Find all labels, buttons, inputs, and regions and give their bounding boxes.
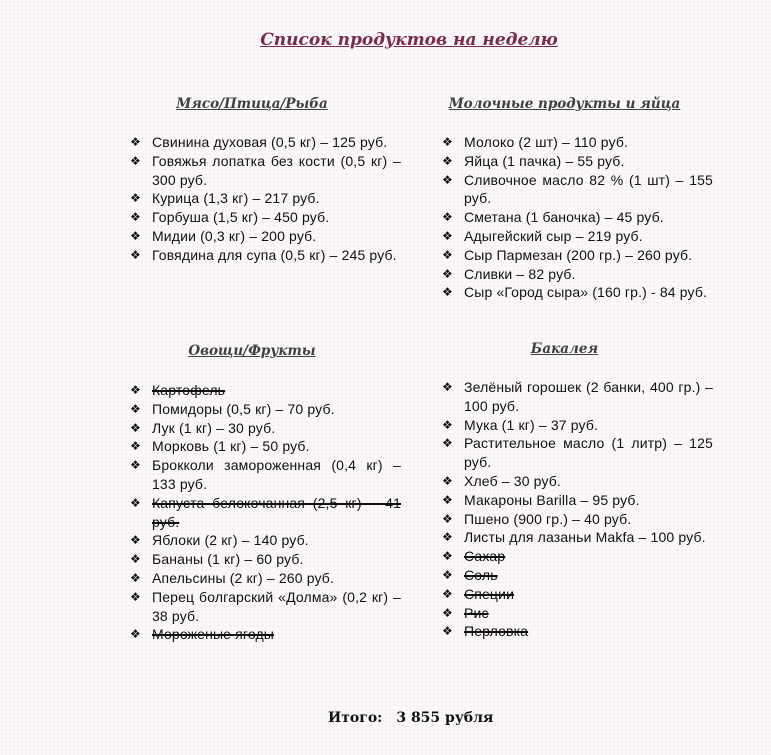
list-item-text: Перловка bbox=[464, 623, 529, 640]
list-item-text: Перец болгарский «Долма» (0,2 кг) – 38 руб. bbox=[152, 588, 401, 624]
list-item bbox=[130, 494, 401, 532]
diamond-bullet-icon: ❖ bbox=[442, 135, 453, 149]
diamond-bullet-icon: ❖ bbox=[442, 492, 453, 507]
list-item-text: Сливки – 82 руб. bbox=[464, 265, 576, 282]
list-grocery bbox=[442, 378, 713, 641]
list-item-text: Сыр «Город сыра» (160 гр.) - 84 руб. bbox=[464, 284, 708, 301]
list-item bbox=[130, 550, 401, 569]
diamond-bullet-icon: ❖ bbox=[442, 380, 453, 394]
list-item-text: Бананы (1 кг) – 60 руб. bbox=[152, 551, 304, 568]
total-label: Итого: bbox=[328, 710, 383, 726]
list-item bbox=[130, 419, 401, 438]
diamond-bullet-icon: ❖ bbox=[130, 247, 141, 262]
list-item bbox=[442, 246, 713, 265]
diamond-bullet-icon: ❖ bbox=[130, 153, 141, 168]
list-item bbox=[442, 472, 713, 491]
total-value: 3 855 рубля bbox=[396, 710, 494, 726]
list-item bbox=[130, 437, 401, 456]
diamond-bullet-icon: ❖ bbox=[442, 247, 453, 262]
diamond-bullet-icon: ❖ bbox=[442, 605, 453, 620]
list-item-text: Рис bbox=[464, 604, 489, 621]
list-item-text: Говядина для супа (0,5 кг) – 245 руб. bbox=[152, 246, 397, 263]
diamond-bullet-icon: ❖ bbox=[130, 383, 141, 397]
list-item bbox=[442, 622, 713, 641]
diamond-bullet-icon: ❖ bbox=[442, 228, 453, 243]
list-item-text: Молоко (2 шт) – 110 руб. bbox=[464, 134, 629, 150]
list-item bbox=[442, 227, 713, 246]
list-item-text: Пшено (900 гр.) – 40 руб. bbox=[464, 510, 632, 527]
diamond-bullet-icon: ❖ bbox=[442, 153, 453, 168]
list-item bbox=[130, 246, 401, 265]
list-item bbox=[130, 569, 401, 588]
list-item-text: Свинина духовая (0,5 кг) – 125 руб. bbox=[152, 134, 388, 150]
list-item bbox=[442, 152, 713, 171]
list-item bbox=[442, 265, 713, 284]
section-title-meat: Мясо/Птица/Рыба bbox=[176, 96, 328, 112]
list-item bbox=[442, 378, 713, 416]
diamond-bullet-icon: ❖ bbox=[442, 417, 453, 432]
list-item bbox=[442, 208, 713, 227]
list-item bbox=[442, 585, 713, 604]
list-item bbox=[442, 491, 713, 510]
list-item-text: Морковь (1 кг) – 50 руб. bbox=[152, 438, 310, 455]
diamond-bullet-icon: ❖ bbox=[130, 589, 141, 604]
diamond-bullet-icon: ❖ bbox=[442, 567, 453, 582]
list-dairy bbox=[442, 133, 713, 302]
list-item bbox=[130, 588, 401, 626]
list-item bbox=[442, 510, 713, 529]
section-title-dairy: Молочные продукты и яйца bbox=[448, 96, 681, 112]
diamond-bullet-icon: ❖ bbox=[130, 627, 141, 642]
list-item bbox=[130, 133, 401, 152]
list-item-text: Говяжья лопатка без кости (0,5 кг) – 300 руб. bbox=[152, 152, 401, 188]
diamond-bullet-icon: ❖ bbox=[130, 401, 141, 416]
list-item-text: Сливочное масло 82 % (1 шт) – 155 руб. bbox=[464, 171, 713, 207]
list-item bbox=[130, 625, 401, 644]
page-title: Список продуктов на неделю bbox=[260, 30, 558, 50]
list-item-text: Сметана (1 баночка) – 45 руб. bbox=[464, 209, 664, 226]
diamond-bullet-icon: ❖ bbox=[130, 533, 141, 548]
list-meat bbox=[130, 133, 401, 265]
list-item bbox=[130, 208, 401, 227]
list-item-text: Растительное масло (1 литр) – 125 руб. bbox=[464, 435, 713, 471]
list-item bbox=[130, 152, 401, 190]
diamond-bullet-icon: ❖ bbox=[130, 420, 141, 435]
list-item bbox=[442, 133, 713, 152]
list-item bbox=[442, 283, 713, 302]
list-item-text: Сахар bbox=[464, 548, 506, 565]
list-item bbox=[442, 171, 713, 209]
diamond-bullet-icon: ❖ bbox=[130, 439, 141, 454]
total-line bbox=[328, 710, 493, 726]
list-item bbox=[130, 189, 401, 208]
diamond-bullet-icon: ❖ bbox=[130, 552, 141, 567]
diamond-bullet-icon: ❖ bbox=[130, 495, 141, 510]
list-item-text: Листы для лазаньи Makfa – 100 руб. bbox=[464, 529, 706, 546]
list-item-text: Специи bbox=[464, 585, 515, 602]
diamond-bullet-icon: ❖ bbox=[130, 191, 141, 206]
diamond-bullet-icon: ❖ bbox=[442, 586, 453, 601]
diamond-bullet-icon: ❖ bbox=[130, 570, 141, 585]
list-item-text: Мидии (0,3 кг) – 200 руб. bbox=[152, 227, 317, 244]
diamond-bullet-icon: ❖ bbox=[442, 436, 453, 451]
list-item bbox=[442, 528, 713, 547]
list-item-text: Хлеб – 30 руб. bbox=[464, 472, 561, 489]
list-produce bbox=[130, 381, 401, 644]
diamond-bullet-icon: ❖ bbox=[442, 549, 453, 564]
list-item-text: Капуста белокочанная (2,5 кг) – 41 руб. bbox=[152, 494, 401, 530]
diamond-bullet-icon: ❖ bbox=[442, 530, 453, 545]
list-item bbox=[130, 381, 401, 400]
diamond-bullet-icon: ❖ bbox=[442, 511, 453, 526]
list-item-text: Соль bbox=[464, 566, 498, 583]
list-item-text: Горбуша (1,5 кг) – 450 руб. bbox=[152, 209, 330, 226]
list-item bbox=[130, 227, 401, 246]
list-item-text: Зелёный горошек (2 банки, 400 гр.) – 100 руб. bbox=[464, 379, 713, 414]
list-item bbox=[442, 547, 713, 566]
list-item-text: Адыгейский сыр – 219 руб. bbox=[464, 227, 643, 244]
section-title-produce: Овощи/Фрукты bbox=[188, 343, 316, 359]
diamond-bullet-icon: ❖ bbox=[442, 624, 453, 639]
list-item bbox=[130, 456, 401, 494]
list-item bbox=[442, 434, 713, 472]
diamond-bullet-icon: ❖ bbox=[442, 210, 453, 225]
list-item bbox=[130, 531, 401, 550]
list-item-text: Макароны Barilla – 95 руб. bbox=[464, 491, 640, 508]
section-title-grocery: Бакалея bbox=[530, 341, 599, 357]
diamond-bullet-icon: ❖ bbox=[442, 285, 453, 300]
list-item-text: Брокколи замороженная (0,4 кг) – 133 руб. bbox=[152, 457, 401, 492]
list-item-text: Апельсины (2 кг) – 260 руб. bbox=[152, 569, 334, 586]
list-item-text: Мука (1 кг) – 37 руб. bbox=[464, 416, 599, 433]
diamond-bullet-icon: ❖ bbox=[130, 210, 141, 225]
list-item-text: Яблоки (2 кг) – 140 руб. bbox=[152, 532, 309, 549]
list-item-text: Мороженые ягоды bbox=[152, 626, 274, 643]
diamond-bullet-icon: ❖ bbox=[442, 266, 453, 281]
diamond-bullet-icon: ❖ bbox=[130, 228, 141, 243]
diamond-bullet-icon: ❖ bbox=[130, 458, 141, 473]
list-item-text: Сыр Пармезан (200 гр.) – 260 руб. bbox=[464, 246, 693, 263]
diamond-bullet-icon: ❖ bbox=[442, 172, 453, 187]
list-item-text: Яйца (1 пачка) – 55 руб. bbox=[464, 152, 625, 169]
list-item bbox=[442, 416, 713, 435]
diamond-bullet-icon: ❖ bbox=[442, 473, 453, 488]
list-item-text: Помидоры (0,5 кг) – 70 руб. bbox=[152, 400, 335, 417]
list-item bbox=[130, 400, 401, 419]
list-item bbox=[442, 604, 713, 623]
list-item-text: Лук (1 кг) – 30 руб. bbox=[152, 419, 276, 436]
diamond-bullet-icon: ❖ bbox=[130, 135, 141, 149]
list-item bbox=[442, 566, 713, 585]
list-item-text: Курица (1,3 кг) – 217 руб. bbox=[152, 190, 320, 207]
list-item-text: Картофель bbox=[152, 382, 226, 398]
